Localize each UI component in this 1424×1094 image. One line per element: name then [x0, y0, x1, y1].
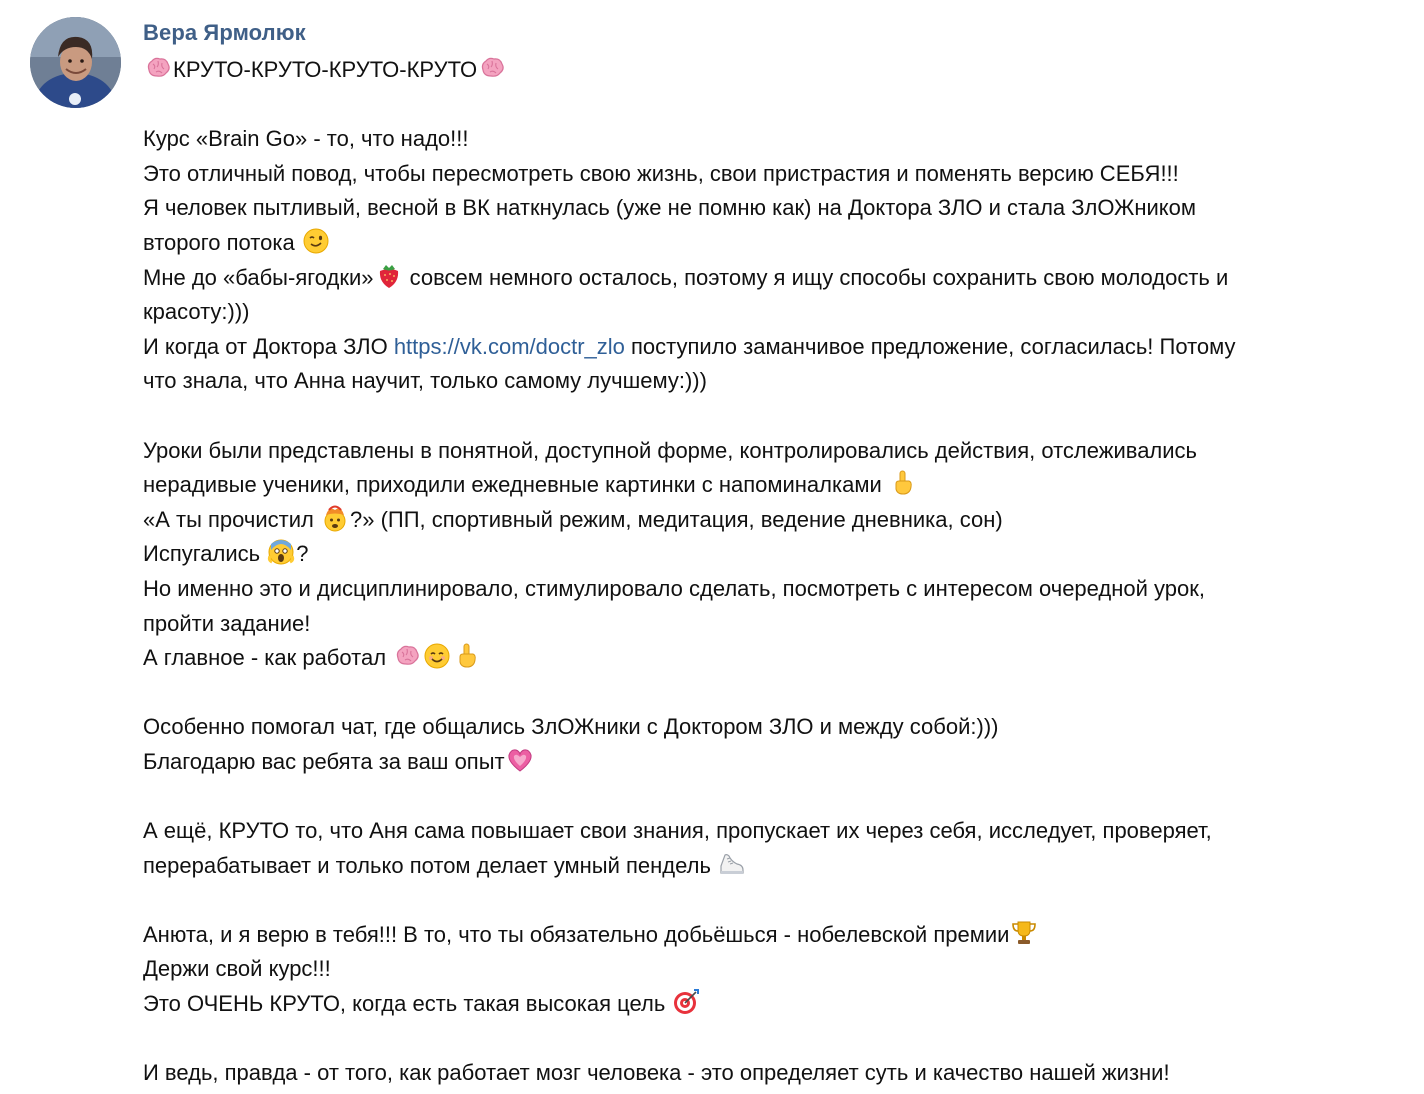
post-line-text: ?» (ПП, спортивный режим, медитация, ведение дневника, сон) [350, 506, 1003, 532]
post-line [143, 745, 1398, 780]
post-line-text: И когда от Доктора ЗЛО [143, 333, 394, 359]
author-avatar[interactable] [30, 17, 121, 108]
post-line-text: КРУТО-КРУТО-КРУТО-КРУТО [173, 57, 478, 82]
post-line [143, 641, 1398, 676]
post-line-text: второго потока [143, 229, 301, 255]
line-gap [143, 399, 1398, 434]
line-gap [143, 883, 1398, 918]
post-line: пройти задание! [143, 610, 311, 636]
index-pointing-up-icon [889, 469, 917, 497]
post-line: Держи свой курс!!! [143, 956, 331, 982]
post-line-text: нерадивые ученики, приходили ежедневные картинки с напоминалками [143, 472, 888, 498]
post-line [143, 918, 1398, 953]
post-line: что знала, что Анна научит, только самому лучшему:))) [143, 368, 707, 394]
brain-icon [393, 642, 421, 670]
screaming-face-icon [267, 538, 295, 566]
post-line-text: «А ты прочистил [143, 506, 320, 532]
post-line-text: поступило заманчивое предложение, согласилась! Потому [624, 333, 1236, 359]
post-line-text: перерабатывает и только потом делает умный пендель [143, 852, 718, 878]
author-name[interactable]: Вера Ярмолюк [143, 20, 306, 45]
trophy-icon [1010, 919, 1038, 947]
post-line: красоту:))) [143, 299, 250, 325]
smiling-face-icon [423, 642, 451, 670]
post-line: Это отличный повод, чтобы пересмотреть свою жизнь, свои пристрастия и поменять версию СЕБЯ!!! [143, 160, 1179, 186]
brain-icon [144, 54, 172, 82]
post-line: Уроки были представлены в понятной, доступной форме, контролировались действия, отслеживались [143, 437, 1198, 463]
exploding-head-icon [321, 504, 349, 532]
strawberry-icon [375, 262, 403, 290]
post-line: Курс «Brain Go» - то, что надо!!! [143, 126, 469, 152]
post-line-text: ? [296, 541, 309, 567]
post-line [143, 849, 1398, 884]
brain-icon [478, 54, 506, 82]
post-line: Я человек пытливый, весной в ВК наткнулась (уже не помню как) на Доктора ЗЛО и стала ЗлОЖником [143, 195, 1197, 221]
post-line [143, 226, 1398, 261]
post-line [143, 987, 1398, 1022]
post-line-text: Благодарю вас ребята за ваш опыт [143, 748, 505, 774]
post-line-text: Анюта, и я верю в тебя!!! В то, что ты обязательно добьёшься - нобелевской премии [143, 921, 1010, 947]
post-line-text: А главное - как работал [143, 645, 393, 671]
post-line-text: Мне до «бабы-ягодки» [143, 264, 374, 290]
post-line-text: совсем немного осталось, поэтому я ищу способы сохранить свою молодость и [403, 264, 1229, 290]
line-gap [143, 1022, 1398, 1057]
post-line [143, 330, 1398, 365]
post-line [143, 261, 1398, 296]
index-pointing-up-icon [453, 642, 481, 670]
post-line: И ведь, правда - от того, как работает мозг человека - это определяет суть и качество нашей жизни! [143, 1060, 1170, 1086]
post-text [143, 53, 1398, 1091]
doctor-zlo-link[interactable]: https://vk.com/doctr_zlo [393, 333, 625, 359]
direct-hit-icon [672, 988, 700, 1016]
post-line [143, 53, 1398, 88]
line-gap [143, 88, 1398, 123]
post-line: Но именно это и дисциплинировало, стимулировало сделать, посмотреть с интересом очередной урок, [143, 575, 1206, 601]
sneaker-icon [718, 850, 746, 878]
post-line [143, 537, 1398, 572]
growing-heart-icon [506, 746, 534, 774]
post-line [143, 503, 1398, 538]
line-gap [143, 779, 1398, 814]
line-gap [143, 676, 1398, 711]
post-line: А ещё, КРУТО то, что Аня сама повышает свои знания, пропускает их через себя, исследует, проверяет, [143, 818, 1212, 844]
wink-face-icon [302, 227, 330, 255]
post-line: Особенно помогал чат, где общались ЗлОЖники с Доктором ЗЛО и между собой:))) [143, 714, 999, 740]
post-line-text: Это ОЧЕНЬ КРУТО, когда есть такая высокая цель [143, 991, 672, 1017]
post-line-text: Испугались [143, 541, 267, 567]
post-line [143, 468, 1398, 503]
avatar-photo [30, 17, 121, 108]
